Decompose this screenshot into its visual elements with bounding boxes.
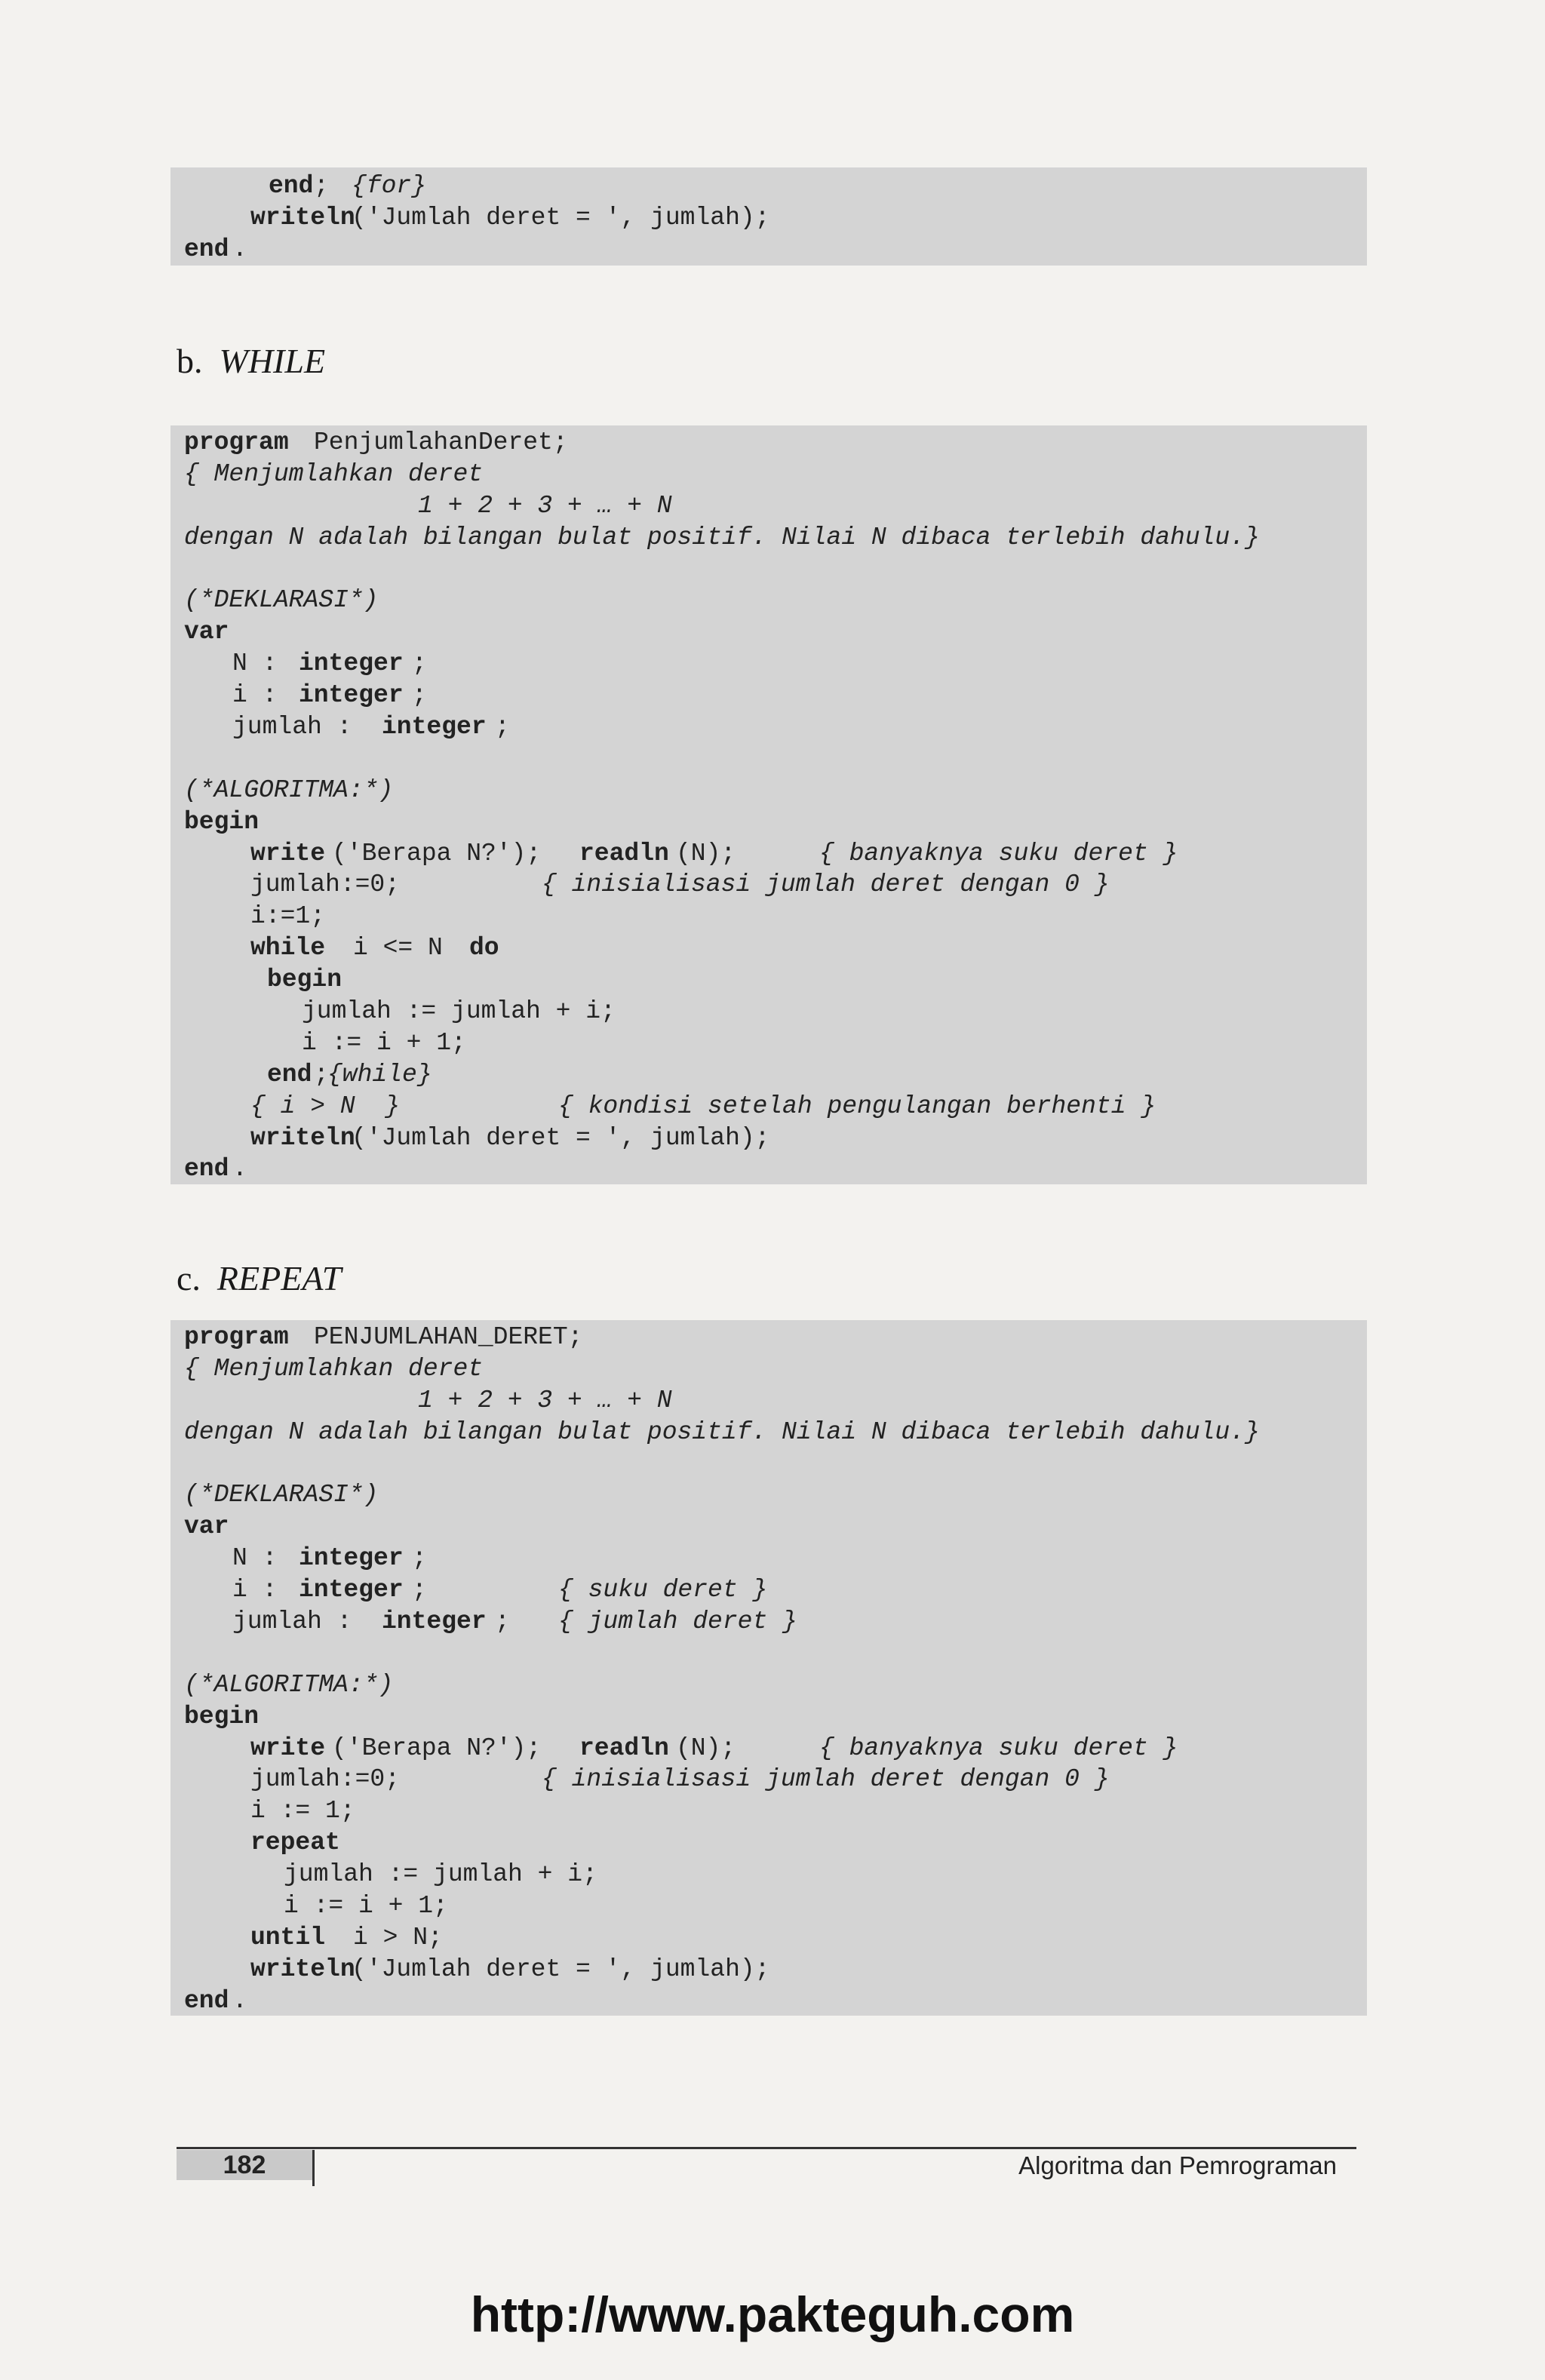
code-comment: { Menjumlahkan deret [184, 1354, 484, 1383]
section-c-heading [177, 1258, 341, 1298]
code-text: PenjumlahanDeret; [314, 428, 568, 456]
code-text: . [232, 1986, 247, 2015]
code-line [178, 1669, 1367, 1701]
code-keyword: integer [382, 713, 487, 742]
code-line [178, 585, 1367, 616]
code-keyword: begin [184, 1702, 260, 1730]
code-line [178, 711, 1367, 743]
page-number: 182 [177, 2150, 312, 2180]
code-keyword: readln [579, 1734, 669, 1762]
code-comment: (*ALGORITMA:*) [184, 775, 394, 804]
code-keyword: end [184, 1155, 229, 1184]
section-c-label: c. [177, 1259, 201, 1297]
code-text: N : [232, 650, 293, 678]
code-line [178, 234, 1367, 266]
code-text: i := i + 1; [302, 1028, 466, 1057]
code-text: ('Jumlah deret = ', jumlah); [352, 1955, 770, 1983]
code-keyword: write [250, 839, 326, 868]
code-line [178, 1922, 1367, 1954]
code-line [178, 170, 1367, 202]
code-line [178, 554, 1367, 585]
code-text: ('Jumlah deret = ', jumlah); [352, 203, 770, 232]
code-text: ; [412, 681, 427, 710]
code-text: jumlah : [232, 713, 367, 742]
code-keyword: integer [299, 681, 404, 710]
code-line [178, 996, 1367, 1027]
code-text: i:=1; [250, 902, 326, 931]
code-comment: { suku deret } [558, 1576, 768, 1605]
code-keyword: end [267, 1060, 312, 1089]
code-text: jumlah:=0; [250, 871, 401, 899]
code-comment: 1 + 2 + 3 + … + N [418, 1386, 672, 1414]
code-block-while [170, 425, 1367, 1184]
code-line [178, 648, 1367, 680]
code-line [178, 1701, 1367, 1733]
code-text: ('Berapa N?'); [332, 1734, 557, 1762]
book-title: Algoritma dan Pemrograman [1018, 2151, 1337, 2179]
code-text: ; [495, 1608, 510, 1636]
code-line [178, 964, 1367, 996]
code-line [178, 1954, 1367, 1985]
code-keyword: begin [184, 807, 260, 836]
code-keyword: end [269, 172, 314, 200]
code-text: ; [495, 713, 510, 742]
code-keyword: var [184, 1512, 229, 1541]
code-text: jumlah : [232, 1608, 367, 1636]
code-keyword: writeln [250, 203, 355, 232]
code-text: i > N; [353, 1923, 443, 1952]
code-text: jumlah:=0; [250, 1765, 401, 1794]
footer-rule [177, 2147, 1356, 2149]
code-keyword: integer [299, 1544, 404, 1573]
code-block-repeat [170, 1320, 1367, 2016]
site-url: http://www.pakteguh.com [470, 2286, 1075, 2342]
code-line [178, 680, 1367, 711]
code-comment: {for} [352, 172, 427, 200]
code-comment: { banyaknya suku deret } [819, 1734, 1178, 1762]
code-comment: 1 + 2 + 3 + … + N [418, 491, 672, 520]
code-text: i : [232, 681, 293, 710]
code-comment: (*DEKLARASI*) [184, 1481, 379, 1509]
code-line [178, 901, 1367, 932]
code-text: jumlah := jumlah + i; [302, 997, 616, 1026]
section-c-title: REPEAT [217, 1259, 342, 1297]
code-text: i <= N [353, 934, 443, 963]
code-keyword: begin [267, 966, 342, 994]
code-keyword: integer [382, 1608, 487, 1636]
code-line [178, 1122, 1367, 1154]
code-line [178, 806, 1367, 838]
code-line [178, 1985, 1367, 2017]
code-text: (N); [676, 1734, 736, 1762]
code-line [178, 1448, 1367, 1480]
code-text: . [232, 1155, 247, 1184]
code-comment: { banyaknya suku deret } [819, 839, 1178, 868]
code-line [178, 1153, 1367, 1185]
code-line [178, 1417, 1367, 1448]
code-text: N : [232, 1544, 293, 1573]
code-line [178, 427, 1367, 459]
code-comment: {while} [327, 1060, 432, 1089]
code-line [178, 1574, 1367, 1606]
code-comment: { inisialisasi jumlah deret dengan 0 } [542, 871, 1110, 899]
code-line [178, 932, 1367, 964]
code-comment: dengan N adalah bilangan bulat positif. Nilai N dibaca terlebih dahulu.} [184, 1417, 1260, 1446]
code-text: i := i + 1; [284, 1892, 448, 1921]
code-line [178, 1543, 1367, 1574]
section-b-label: b. [177, 342, 203, 380]
code-line [178, 1859, 1367, 1890]
code-comment: { i > N } [250, 1092, 401, 1120]
code-keyword: integer [299, 1576, 404, 1605]
code-keyword: writeln [250, 1123, 355, 1152]
code-line [178, 1733, 1367, 1764]
code-line [178, 1059, 1367, 1091]
code-keyword: do [469, 934, 499, 963]
code-text: ('Jumlah deret = ', jumlah); [352, 1123, 770, 1152]
code-text: (N); [676, 839, 736, 868]
code-text: ; [412, 1576, 427, 1605]
code-line [178, 1764, 1367, 1795]
code-line [178, 1353, 1367, 1385]
code-comment: { inisialisasi jumlah deret dengan 0 } [542, 1765, 1110, 1794]
code-text: ; [314, 1060, 329, 1089]
code-text: i := 1; [250, 1797, 355, 1826]
code-line [178, 1606, 1367, 1638]
code-keyword: end [184, 1986, 229, 2015]
code-keyword: until [250, 1923, 326, 1952]
code-line [178, 1511, 1367, 1543]
code-line [178, 490, 1367, 522]
code-keyword: var [184, 618, 229, 646]
code-comment: (*DEKLARASI*) [184, 586, 379, 615]
code-text: ('Berapa N?'); [332, 839, 557, 868]
code-text: ; [412, 1544, 427, 1573]
code-line [178, 1027, 1367, 1059]
code-keyword: write [250, 1734, 326, 1762]
page-number-divider [312, 2150, 315, 2186]
code-text: . [232, 235, 247, 263]
code-line [178, 459, 1367, 490]
code-keyword: program [184, 1323, 289, 1351]
code-keyword: while [250, 934, 326, 963]
code-line [178, 869, 1367, 901]
code-keyword: repeat [250, 1829, 340, 1857]
code-keyword: end [184, 235, 229, 263]
code-line [178, 743, 1367, 775]
code-line [178, 838, 1367, 870]
code-comment: { kondisi setelah pengulangan berhenti } [558, 1092, 1156, 1120]
code-comment: { Menjumlahkan deret [184, 459, 484, 488]
code-text: ; [412, 650, 427, 678]
code-keyword: readln [579, 839, 669, 868]
code-comment: { jumlah deret } [558, 1608, 797, 1636]
code-keyword: program [184, 428, 289, 456]
code-comment: dengan N adalah bilangan bulat positif. Nilai N dibaca terlebih dahulu.} [184, 523, 1260, 551]
code-line [178, 202, 1367, 234]
code-line [178, 1385, 1367, 1417]
code-line [178, 1890, 1367, 1922]
code-line [178, 1795, 1367, 1827]
code-line [178, 1322, 1367, 1353]
code-text: ; [314, 172, 344, 200]
code-line [178, 1091, 1367, 1122]
code-block-for-end [170, 167, 1367, 266]
code-line [178, 775, 1367, 806]
section-b-title: WHILE [219, 342, 326, 380]
code-text: i : [232, 1576, 293, 1605]
code-line [178, 616, 1367, 648]
code-text: jumlah := jumlah + i; [284, 1860, 597, 1889]
code-text: PENJUMLAHAN_DERET; [314, 1323, 583, 1351]
section-b-heading [177, 341, 325, 381]
code-keyword: writeln [250, 1955, 355, 1983]
code-line [178, 1638, 1367, 1669]
code-comment: (*ALGORITMA:*) [184, 1670, 394, 1699]
code-line [178, 1479, 1367, 1511]
code-keyword: integer [299, 650, 404, 678]
code-line [178, 522, 1367, 554]
code-line [178, 1827, 1367, 1859]
